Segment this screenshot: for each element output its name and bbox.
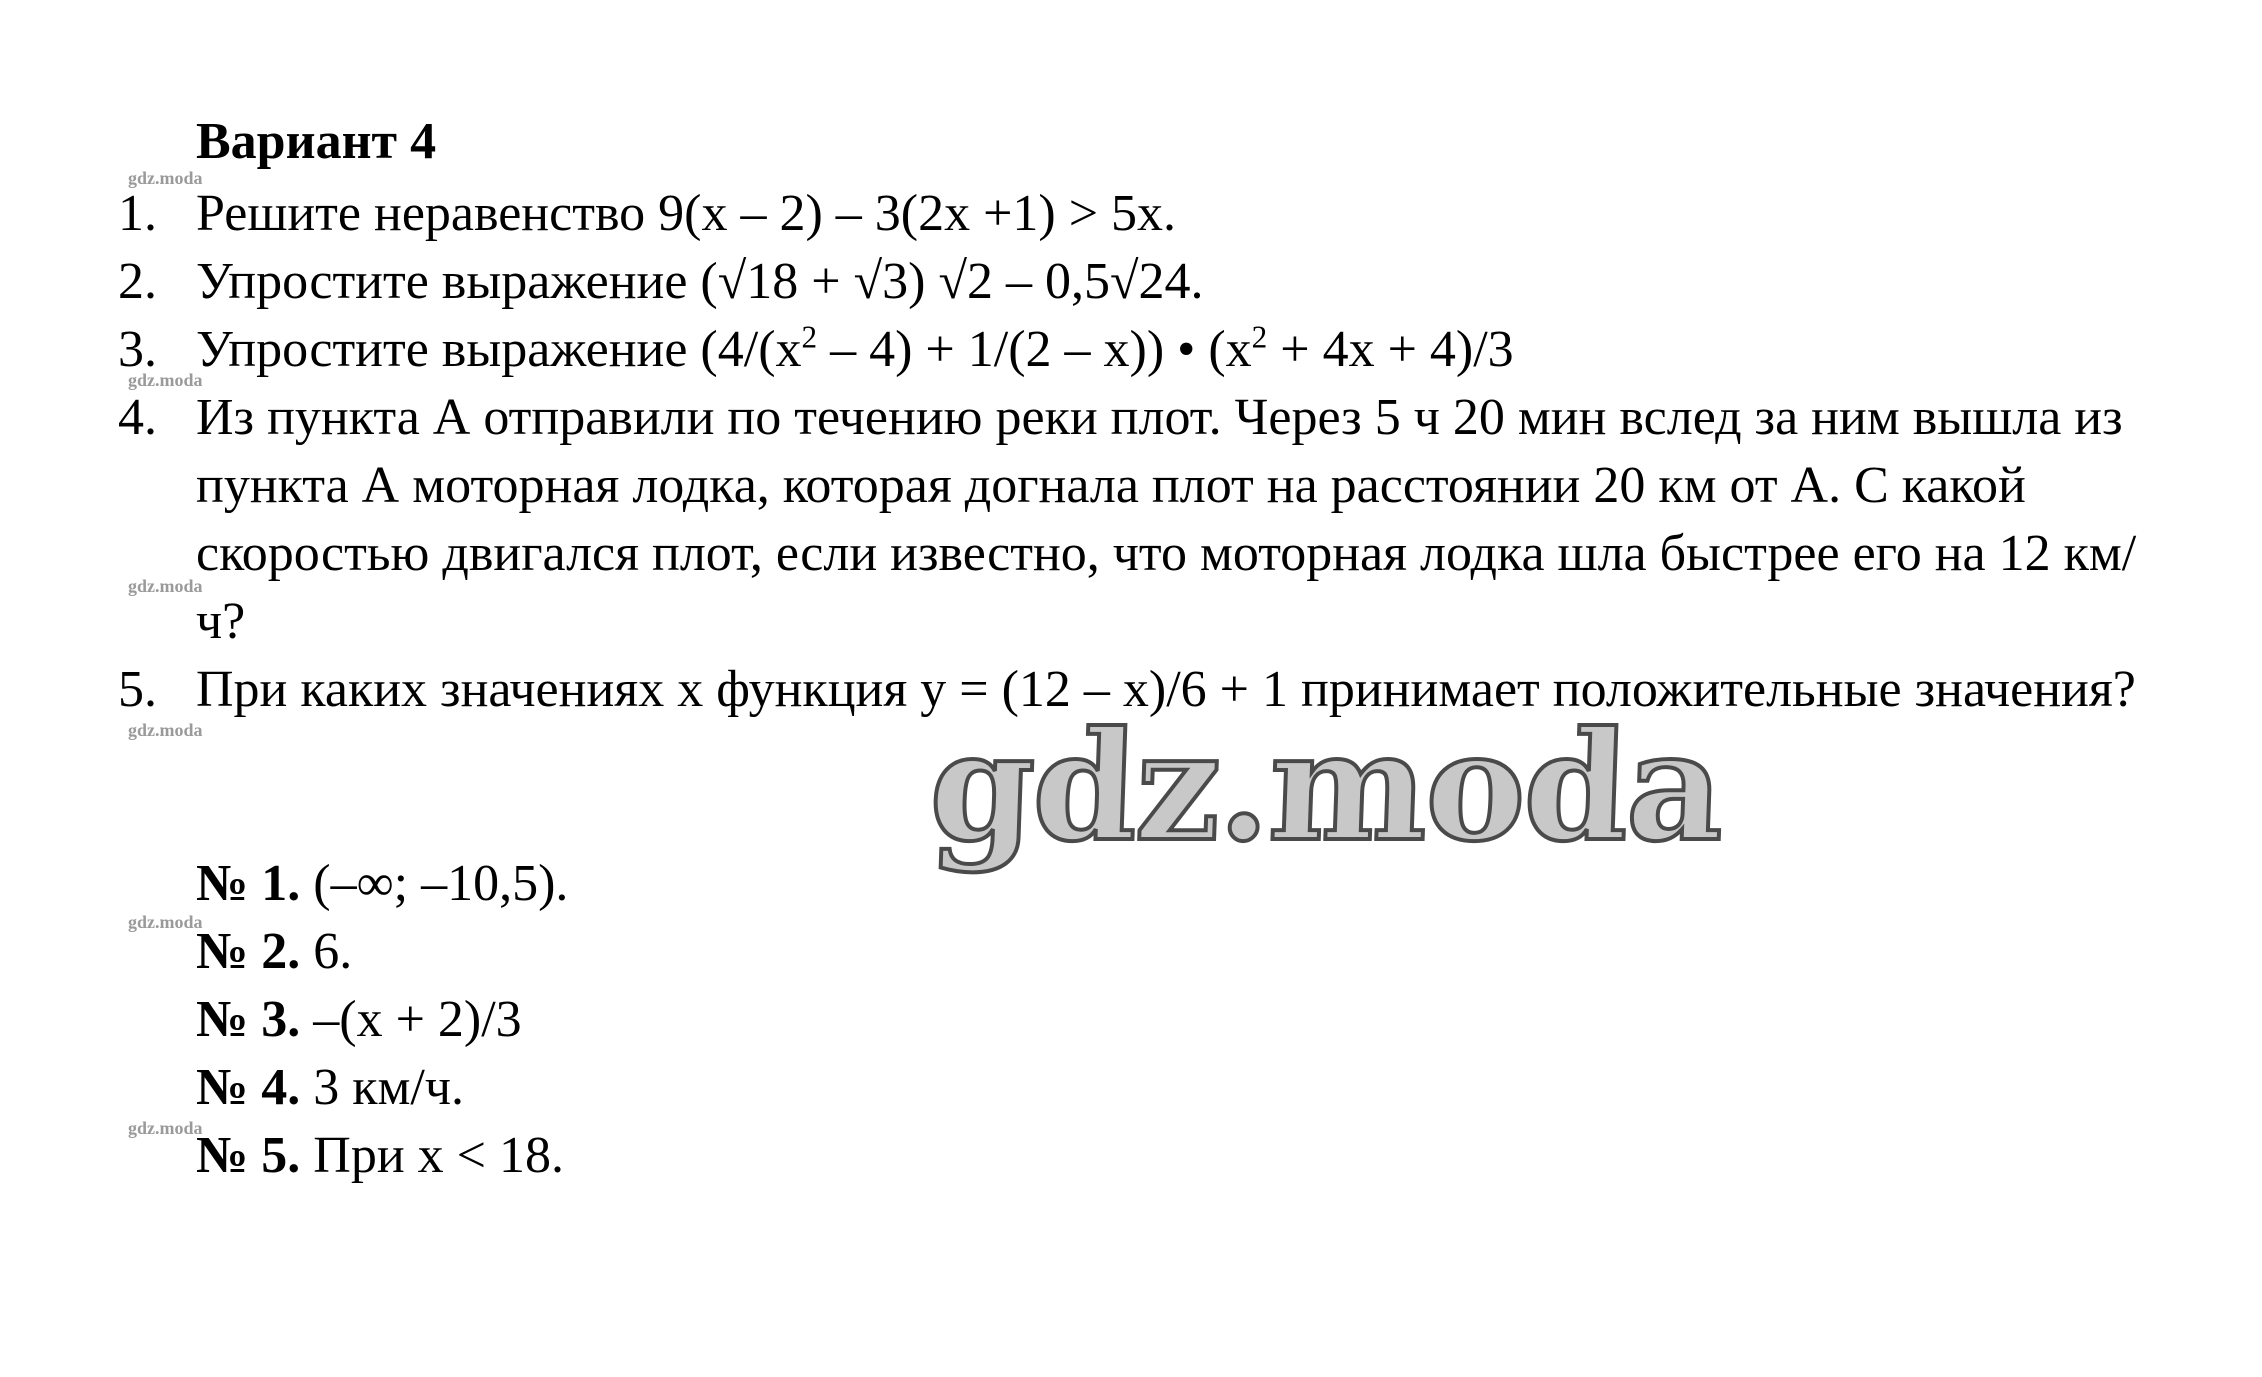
answer-label: № 4. bbox=[196, 1059, 301, 1116]
watermark-small: gdz.moda bbox=[128, 1118, 203, 1138]
task-number: 1. bbox=[118, 185, 157, 242]
task-number: 5. bbox=[118, 661, 157, 718]
answer-label: № 3. bbox=[196, 991, 301, 1048]
answer-label: № 2. bbox=[196, 923, 301, 980]
task-text: Из пункта А отправили по течению реки плот. Через 5 ч 20 мин вслед за ним вышла из пункта А моторная лодка, которая догнала плот на расстоянии 20 км от А. С какой скоростью двигался плот, если известно, что моторная лодка шла быстрее его на 12 км/ч? bbox=[196, 389, 2137, 650]
task-item bbox=[118, 384, 2168, 656]
watermark-small: gdz.moda bbox=[128, 168, 203, 188]
task-item bbox=[118, 248, 2168, 316]
watermark-small: gdz.moda bbox=[128, 576, 203, 596]
variant-title: Вариант 4 bbox=[196, 113, 437, 170]
task-text: Решите неравенство 9(x – 2) – 3(2x +1) > 5x. bbox=[196, 185, 1177, 242]
task-text bbox=[196, 321, 1514, 378]
answer-list bbox=[196, 850, 568, 1190]
answer-item bbox=[196, 850, 568, 918]
answer-item bbox=[196, 1122, 568, 1190]
task-item bbox=[118, 316, 2168, 384]
watermark-small: gdz.moda bbox=[128, 720, 203, 740]
watermark-logo: gdz.moda bbox=[926, 699, 1726, 875]
answer-label: № 1. bbox=[196, 855, 301, 912]
answer-label: № 5. bbox=[196, 1127, 301, 1184]
answer-item bbox=[196, 1054, 568, 1122]
task-item bbox=[118, 180, 2168, 248]
task-text-part: – 4) + 1/(2 – x)) • (x bbox=[817, 321, 1252, 378]
exponent: 2 bbox=[801, 319, 818, 355]
task-number: 2. bbox=[118, 253, 157, 310]
answer-value: –(x + 2)/3 bbox=[300, 991, 522, 1048]
answer-value: При x < 18. bbox=[300, 1127, 564, 1184]
answer-value: (–∞; –10,5). bbox=[300, 855, 569, 912]
task-number: 4. bbox=[118, 389, 157, 446]
answer-item bbox=[196, 918, 568, 986]
task-text-part: + 4x + 4)/3 bbox=[1267, 321, 1514, 378]
task-number: 3. bbox=[118, 321, 157, 378]
answer-value: 3 км/ч. bbox=[300, 1059, 465, 1116]
task-text-part: Упростите выражение (4/(x bbox=[196, 321, 802, 378]
task-text: Упростите выражение (√18 + √3) √2 – 0,5√24. bbox=[196, 253, 1204, 310]
answer-item bbox=[196, 986, 568, 1054]
watermark-small: gdz.moda bbox=[128, 370, 203, 390]
task-list bbox=[118, 180, 2168, 724]
answer-value: 6. bbox=[300, 923, 353, 980]
task-text: При каких значениях x функция y = (12 – x)/6 + 1 принимает положительные значения? bbox=[196, 661, 2136, 718]
watermark-small: gdz.moda bbox=[128, 912, 203, 932]
exponent: 2 bbox=[1251, 319, 1268, 355]
